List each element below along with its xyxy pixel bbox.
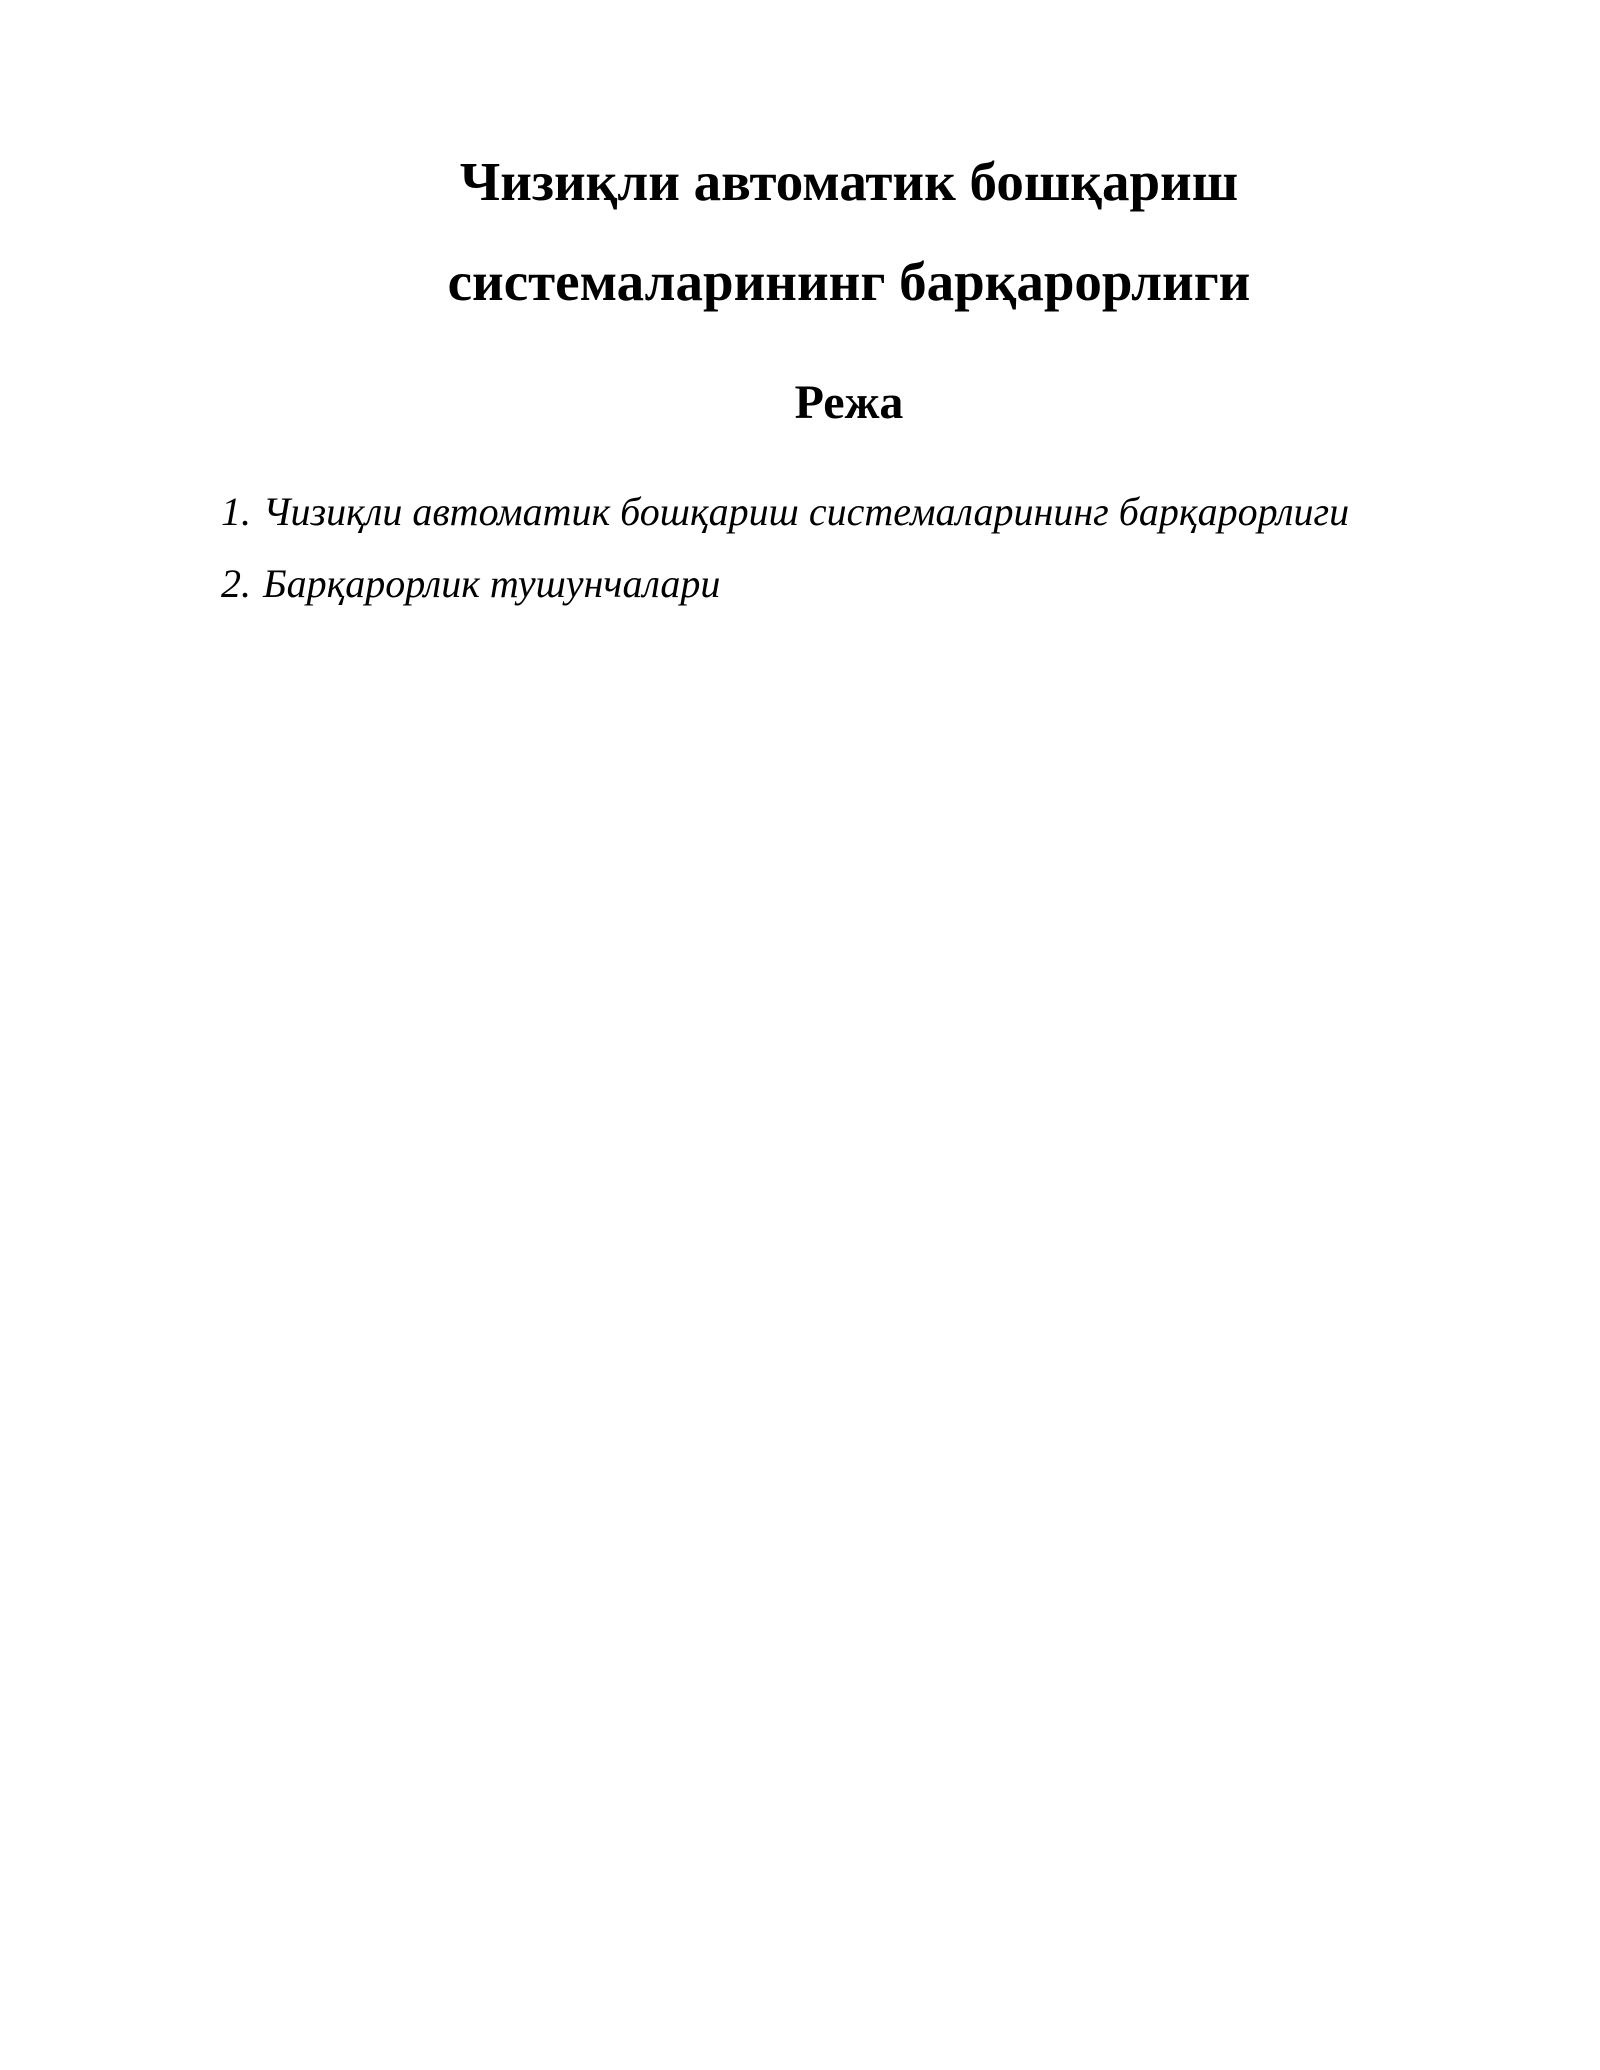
plan-item-number: 1. <box>221 489 251 534</box>
document-title-line-1: Чизиқли автоматик бошқариш <box>459 151 1239 212</box>
plan-item-2 <box>221 560 1349 632</box>
plan-item-text: Барқарорлик тушунчалари <box>263 561 721 606</box>
document-title-line-2: системаларининг барқарорлиги <box>447 251 1251 312</box>
plan-list <box>221 488 1349 632</box>
plan-item-1 <box>221 488 1349 560</box>
plan-item-number: 2. <box>221 561 251 606</box>
plan-item-text: Чизиқли автоматик бошқариш системаларининг барқарорлиги <box>263 489 1350 534</box>
plan-heading: Режа <box>794 376 904 429</box>
